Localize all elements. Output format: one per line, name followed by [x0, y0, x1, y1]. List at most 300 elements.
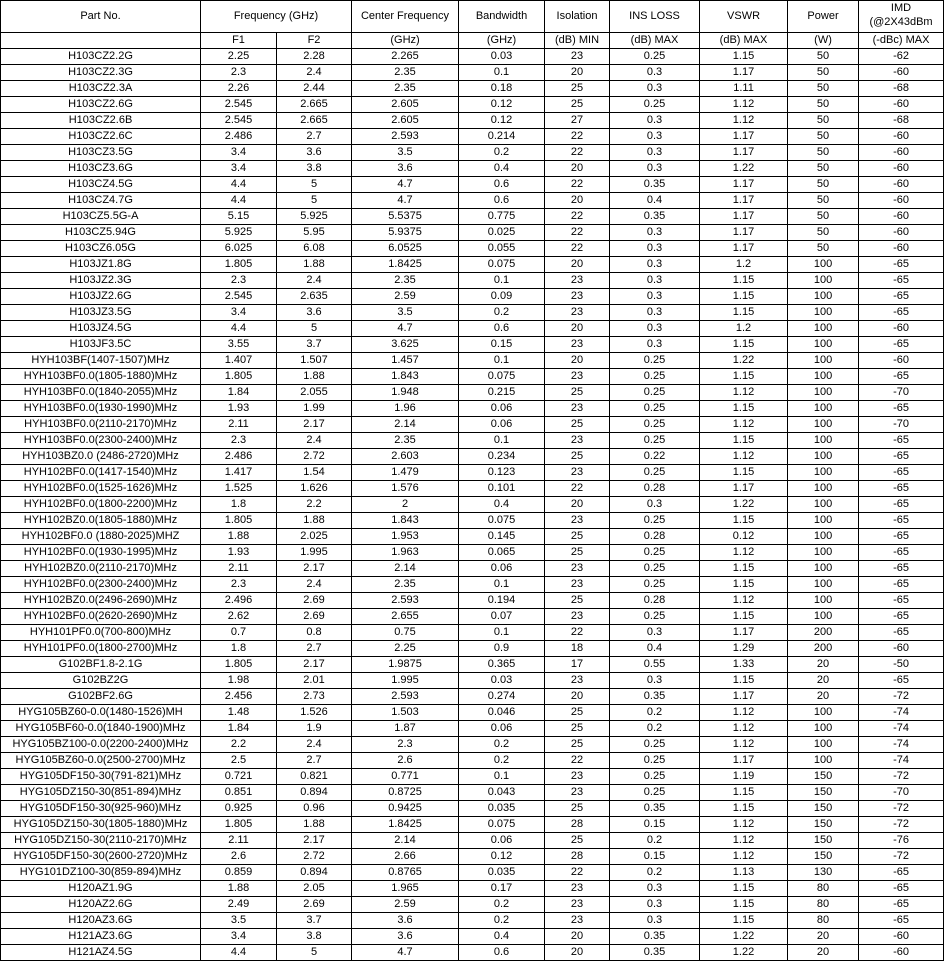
- f2-cell: 1.507: [277, 353, 352, 369]
- bandwidth-cell: 0.18: [459, 81, 545, 97]
- power-cell: 100: [788, 721, 859, 737]
- ins-loss-cell: 0.25: [610, 97, 700, 113]
- bandwidth-cell: 0.4: [459, 161, 545, 177]
- center-frequency-cell: 1.953: [352, 529, 459, 545]
- ins-loss-cell: 0.3: [610, 289, 700, 305]
- imd-cell: -72: [859, 769, 944, 785]
- power-cell: 100: [788, 545, 859, 561]
- vswr-cell: 1.15: [700, 881, 788, 897]
- imd-cell: -65: [859, 481, 944, 497]
- isolation-cell: 22: [545, 209, 610, 225]
- power-cell: 100: [788, 369, 859, 385]
- table-row: [1, 177, 944, 193]
- ins-loss-cell: 0.35: [610, 929, 700, 945]
- isolation-cell: 20: [545, 945, 610, 961]
- f2-cell: 2.69: [277, 593, 352, 609]
- table-row: [1, 145, 944, 161]
- power-cell: 50: [788, 177, 859, 193]
- bandwidth-cell: 0.043: [459, 785, 545, 801]
- part-no-cell: H103CZ5.5G-A: [1, 209, 201, 225]
- ins-loss-cell: 0.28: [610, 481, 700, 497]
- imd-cell: -65: [859, 545, 944, 561]
- f1-cell: 2.545: [201, 113, 277, 129]
- f1-cell: 5.925: [201, 225, 277, 241]
- f1-cell: 0.7: [201, 625, 277, 641]
- table-row: [1, 497, 944, 513]
- ins-loss-cell: 0.28: [610, 593, 700, 609]
- ins-loss-cell: 0.3: [610, 241, 700, 257]
- vswr-cell: 1.15: [700, 337, 788, 353]
- power-cell: 100: [788, 353, 859, 369]
- table-row: [1, 657, 944, 673]
- vswr-cell: 1.17: [700, 241, 788, 257]
- f1-cell: 0.851: [201, 785, 277, 801]
- f1-cell: 1.805: [201, 657, 277, 673]
- imd-cell: -60: [859, 241, 944, 257]
- bandwidth-cell: 0.2: [459, 145, 545, 161]
- center-frequency-cell: 3.6: [352, 161, 459, 177]
- f2-cell: 2.7: [277, 129, 352, 145]
- f1-cell: 1.407: [201, 353, 277, 369]
- table-row: [1, 401, 944, 417]
- table-row: [1, 337, 944, 353]
- bandwidth-cell: 0.4: [459, 497, 545, 513]
- ins-loss-cell: 0.25: [610, 561, 700, 577]
- f2-cell: 2.69: [277, 609, 352, 625]
- part-no-cell: HYG105BF60-0.0(1840-1900)MHz: [1, 721, 201, 737]
- imd-cell: -65: [859, 561, 944, 577]
- bandwidth-cell: 0.2: [459, 737, 545, 753]
- part-no-cell: H121AZ3.6G: [1, 929, 201, 945]
- part-no-cell: H120AZ3.6G: [1, 913, 201, 929]
- power-cell: 130: [788, 865, 859, 881]
- table-row: [1, 465, 944, 481]
- bandwidth-cell: 0.06: [459, 561, 545, 577]
- units-cell: (GHz): [459, 33, 545, 49]
- imd-cell: -60: [859, 97, 944, 113]
- imd-cell: -60: [859, 65, 944, 81]
- center-frequency-cell: 1.479: [352, 465, 459, 481]
- power-cell: 20: [788, 929, 859, 945]
- vswr-cell: 1.17: [700, 209, 788, 225]
- isolation-cell: 22: [545, 177, 610, 193]
- power-cell: 100: [788, 465, 859, 481]
- power-cell: 80: [788, 897, 859, 913]
- f2-cell: 1.88: [277, 817, 352, 833]
- center-frequency-cell: 2.3: [352, 737, 459, 753]
- f1-cell: 2.545: [201, 289, 277, 305]
- vswr-cell: 1.12: [700, 97, 788, 113]
- part-no-cell: H121AZ4.5G: [1, 945, 201, 961]
- f2-cell: 1.526: [277, 705, 352, 721]
- ins-loss-cell: 0.3: [610, 321, 700, 337]
- part-no-cell: HYH103BF(1407-1507)MHz: [1, 353, 201, 369]
- center-frequency-cell: 2.593: [352, 689, 459, 705]
- f1-cell: 1.93: [201, 545, 277, 561]
- isolation-cell: 22: [545, 481, 610, 497]
- f1-cell: 2.486: [201, 449, 277, 465]
- power-cell: 20: [788, 657, 859, 673]
- isolation-cell: 20: [545, 353, 610, 369]
- ins-loss-cell: 0.4: [610, 193, 700, 209]
- imd-cell: -65: [859, 529, 944, 545]
- part-no-cell: G102BF1.8-2.1G: [1, 657, 201, 673]
- vswr-cell: 1.12: [700, 721, 788, 737]
- center-frequency-cell: 6.0525: [352, 241, 459, 257]
- vswr-cell: 1.15: [700, 897, 788, 913]
- table-row: [1, 593, 944, 609]
- vswr-cell: 1.15: [700, 465, 788, 481]
- f1-cell: 3.5: [201, 913, 277, 929]
- f2-cell: 2.4: [277, 65, 352, 81]
- imd-cell: -60: [859, 641, 944, 657]
- f2-cell: 1.88: [277, 513, 352, 529]
- f1-cell: 1.525: [201, 481, 277, 497]
- bandwidth-cell: 0.1: [459, 433, 545, 449]
- isolation-cell: 23: [545, 513, 610, 529]
- power-cell: 100: [788, 593, 859, 609]
- power-cell: 20: [788, 689, 859, 705]
- f2-cell: 0.96: [277, 801, 352, 817]
- bandwidth-cell: 0.6: [459, 193, 545, 209]
- bandwidth-cell: 0.035: [459, 801, 545, 817]
- ins-loss-cell: 0.3: [610, 337, 700, 353]
- ins-loss-cell: 0.35: [610, 177, 700, 193]
- imd-cell: -65: [859, 497, 944, 513]
- part-no-cell: HYG105DF150-30(925-960)MHz: [1, 801, 201, 817]
- isolation-cell: 23: [545, 577, 610, 593]
- isolation-cell: 25: [545, 417, 610, 433]
- power-cell: 50: [788, 97, 859, 113]
- isolation-cell: 25: [545, 801, 610, 817]
- part-no-cell: HYG105DF150-30(791-821)MHz: [1, 769, 201, 785]
- vswr-cell: 1.17: [700, 625, 788, 641]
- bandwidth-cell: 0.2: [459, 897, 545, 913]
- center-frequency-cell: 1.965: [352, 881, 459, 897]
- ins-loss-cell: 0.35: [610, 689, 700, 705]
- bandwidth-cell: 0.2: [459, 753, 545, 769]
- f2-cell: 1.626: [277, 481, 352, 497]
- vswr-cell: 1.15: [700, 433, 788, 449]
- vswr-cell: 1.15: [700, 673, 788, 689]
- table-row: [1, 785, 944, 801]
- vswr-cell: 1.12: [700, 817, 788, 833]
- part-no-cell: HYG105BZ60-0.0(1480-1526)MH: [1, 705, 201, 721]
- bandwidth-header: Bandwidth: [459, 1, 545, 33]
- bandwidth-cell: 0.1: [459, 65, 545, 81]
- center-frequency-cell: 3.6: [352, 929, 459, 945]
- table-row: [1, 513, 944, 529]
- center-frequency-cell: 1.576: [352, 481, 459, 497]
- f1-cell: 2.545: [201, 97, 277, 113]
- part-no-cell: H103JZ3.5G: [1, 305, 201, 321]
- bandwidth-cell: 0.101: [459, 481, 545, 497]
- imd-cell: -65: [859, 881, 944, 897]
- isolation-cell: 20: [545, 65, 610, 81]
- f2-cell: 2.665: [277, 113, 352, 129]
- power-cell: 100: [788, 385, 859, 401]
- bandwidth-cell: 0.06: [459, 417, 545, 433]
- isolation-cell: 23: [545, 881, 610, 897]
- f1-cell: 3.4: [201, 161, 277, 177]
- bandwidth-cell: 0.075: [459, 257, 545, 273]
- vswr-cell: 1.15: [700, 785, 788, 801]
- power-cell: 20: [788, 673, 859, 689]
- f2-cell: 2.4: [277, 433, 352, 449]
- part-no-cell: H103JZ2.6G: [1, 289, 201, 305]
- f2-cell: 1.88: [277, 257, 352, 273]
- isolation-cell: 23: [545, 401, 610, 417]
- table-row: [1, 241, 944, 257]
- table-row: [1, 577, 944, 593]
- bandwidth-cell: 0.214: [459, 129, 545, 145]
- part-no-cell: H120AZ2.6G: [1, 897, 201, 913]
- part-no-cell: H103CZ4.5G: [1, 177, 201, 193]
- f2-cell: 2.01: [277, 673, 352, 689]
- power-cell: 100: [788, 433, 859, 449]
- ins-loss-cell: 0.15: [610, 849, 700, 865]
- bandwidth-cell: 0.775: [459, 209, 545, 225]
- f2-cell: 1.995: [277, 545, 352, 561]
- f1-cell: 3.4: [201, 929, 277, 945]
- power-cell: 50: [788, 193, 859, 209]
- part-no-cell: H103CZ3.6G: [1, 161, 201, 177]
- isolation-cell: 23: [545, 913, 610, 929]
- f1-cell: 1.98: [201, 673, 277, 689]
- bandwidth-cell: 0.12: [459, 849, 545, 865]
- imd-cell: -74: [859, 705, 944, 721]
- center-frequency-cell: 3.625: [352, 337, 459, 353]
- imd-cell: -65: [859, 513, 944, 529]
- vswr-cell: 1.2: [700, 257, 788, 273]
- part-no-cell: HYH101PF0.0(1800-2700)MHz: [1, 641, 201, 657]
- imd-cell: -68: [859, 81, 944, 97]
- center-frequency-cell: 2.14: [352, 417, 459, 433]
- vswr-cell: 1.17: [700, 65, 788, 81]
- vswr-cell: 1.17: [700, 145, 788, 161]
- ins-loss-cell: 0.35: [610, 801, 700, 817]
- ins-loss-cell: 0.25: [610, 753, 700, 769]
- center-frequency-cell: 1.96: [352, 401, 459, 417]
- f2-cell: 0.821: [277, 769, 352, 785]
- vswr-cell: 1.15: [700, 801, 788, 817]
- isolation-cell: 20: [545, 929, 610, 945]
- f1-cell: 2.2: [201, 737, 277, 753]
- f1-cell: 1.48: [201, 705, 277, 721]
- power-cell: 50: [788, 81, 859, 97]
- f2-cell: 2.7: [277, 753, 352, 769]
- f1-cell: 3.4: [201, 305, 277, 321]
- f1-cell: 1.8: [201, 641, 277, 657]
- f1-cell: 4.4: [201, 177, 277, 193]
- ins-loss-cell: 0.25: [610, 769, 700, 785]
- table-row: [1, 753, 944, 769]
- bandwidth-cell: 0.274: [459, 689, 545, 705]
- center-frequency-cell: 1.843: [352, 369, 459, 385]
- isolation-cell: 25: [545, 97, 610, 113]
- power-cell: 50: [788, 241, 859, 257]
- vswr-cell: 1.17: [700, 129, 788, 145]
- part-no-cell: H103CZ4.7G: [1, 193, 201, 209]
- f2-cell: 2.17: [277, 417, 352, 433]
- vswr-cell: 1.22: [700, 161, 788, 177]
- isolation-header: Isolation: [545, 1, 610, 33]
- power-cell: 150: [788, 785, 859, 801]
- f2-cell: 1.54: [277, 465, 352, 481]
- bandwidth-cell: 0.215: [459, 385, 545, 401]
- bandwidth-cell: 0.09: [459, 289, 545, 305]
- ins-loss-cell: 0.25: [610, 513, 700, 529]
- center-frequency-cell: 4.7: [352, 945, 459, 961]
- imd-cell: -60: [859, 161, 944, 177]
- f1-cell: 4.4: [201, 321, 277, 337]
- table-row: [1, 273, 944, 289]
- part-no-cell: HYH102BZ0.0(2110-2170)MHz: [1, 561, 201, 577]
- ins-loss-cell: 0.25: [610, 417, 700, 433]
- imd-cell: -65: [859, 865, 944, 881]
- part-no-cell: HYH102BF0.0 (1880-2025)MHZ: [1, 529, 201, 545]
- bandwidth-cell: 0.046: [459, 705, 545, 721]
- ins-loss-cell: 0.3: [610, 673, 700, 689]
- ins-loss-cell: 0.25: [610, 577, 700, 593]
- vswr-cell: 1.12: [700, 737, 788, 753]
- power-cell: 100: [788, 513, 859, 529]
- power-cell: 100: [788, 305, 859, 321]
- ins-loss-header: INS LOSS: [610, 1, 700, 33]
- vswr-cell: 1.22: [700, 929, 788, 945]
- power-cell: 80: [788, 913, 859, 929]
- imd-cell: -65: [859, 401, 944, 417]
- part-no-cell: HYH102BF0.0(1930-1995)MHz: [1, 545, 201, 561]
- vswr-cell: 1.15: [700, 369, 788, 385]
- center-frequency-header: Center Frequency: [352, 1, 459, 33]
- bandwidth-cell: 0.4: [459, 929, 545, 945]
- imd-cell: -65: [859, 305, 944, 321]
- ins-loss-cell: 0.3: [610, 81, 700, 97]
- center-frequency-cell: 2.35: [352, 65, 459, 81]
- vswr-cell: 1.15: [700, 401, 788, 417]
- isolation-cell: 25: [545, 449, 610, 465]
- table-row: [1, 945, 944, 961]
- f2-cell: 2.055: [277, 385, 352, 401]
- power-cell: 50: [788, 49, 859, 65]
- table-row: [1, 913, 944, 929]
- isolation-cell: 25: [545, 81, 610, 97]
- center-frequency-cell: 2.603: [352, 449, 459, 465]
- isolation-cell: 23: [545, 433, 610, 449]
- f1-cell: 2.49: [201, 897, 277, 913]
- table-row: [1, 721, 944, 737]
- table-row: [1, 81, 944, 97]
- part-no-cell: HYG105DZ150-30(2110-2170)MHz: [1, 833, 201, 849]
- part-no-cell: H103JZ1.8G: [1, 257, 201, 273]
- imd-cell: -72: [859, 801, 944, 817]
- ins-loss-cell: 0.3: [610, 881, 700, 897]
- table-body: [1, 49, 944, 961]
- vswr-cell: 1.29: [700, 641, 788, 657]
- part-no-cell: H103CZ2.6B: [1, 113, 201, 129]
- vswr-cell: 1.22: [700, 497, 788, 513]
- vswr-cell: 1.15: [700, 577, 788, 593]
- f1-cell: 2.11: [201, 417, 277, 433]
- f2-cell: 2.4: [277, 577, 352, 593]
- imd-cell: -60: [859, 145, 944, 161]
- f1-cell: 2.6: [201, 849, 277, 865]
- imd-cell: -65: [859, 433, 944, 449]
- isolation-cell: 23: [545, 369, 610, 385]
- table-row: [1, 625, 944, 641]
- vswr-header: VSWR: [700, 1, 788, 33]
- table-row: [1, 545, 944, 561]
- vswr-cell: 1.15: [700, 289, 788, 305]
- imd-cell: -60: [859, 353, 944, 369]
- power-cell: 100: [788, 609, 859, 625]
- table-row: [1, 609, 944, 625]
- table-row: [1, 129, 944, 145]
- f1-cell: 2.3: [201, 433, 277, 449]
- center-frequency-cell: 4.7: [352, 193, 459, 209]
- vswr-cell: 1.12: [700, 705, 788, 721]
- isolation-cell: 25: [545, 721, 610, 737]
- part-no-cell: HYG105BZ60-0.0(2500-2700)MHz: [1, 753, 201, 769]
- vswr-cell: 1.15: [700, 305, 788, 321]
- vswr-cell: 1.12: [700, 849, 788, 865]
- f2-cell: 3.7: [277, 913, 352, 929]
- table-row: [1, 193, 944, 209]
- imd-cell: -60: [859, 193, 944, 209]
- f1-cell: 1.805: [201, 369, 277, 385]
- f1-cell: 1.88: [201, 881, 277, 897]
- power-cell: 50: [788, 225, 859, 241]
- f2-cell: 3.6: [277, 145, 352, 161]
- imd-cell: -62: [859, 49, 944, 65]
- ins-loss-cell: 0.3: [610, 625, 700, 641]
- isolation-cell: 25: [545, 529, 610, 545]
- f2-cell: 2.05: [277, 881, 352, 897]
- imd-header-line2: (@2X43dBm: [869, 16, 933, 28]
- f2-cell: 2.17: [277, 657, 352, 673]
- ins-loss-cell: 0.35: [610, 209, 700, 225]
- center-frequency-cell: 0.8725: [352, 785, 459, 801]
- imd-cell: -72: [859, 849, 944, 865]
- isolation-cell: 23: [545, 609, 610, 625]
- part-no-cell: HYG105DF150-30(2600-2720)MHz: [1, 849, 201, 865]
- f2-cell: 0.8: [277, 625, 352, 641]
- bandwidth-cell: 0.075: [459, 369, 545, 385]
- imd-cell: -74: [859, 753, 944, 769]
- isolation-cell: 28: [545, 849, 610, 865]
- imd-cell: -72: [859, 817, 944, 833]
- f1-cell: 5.15: [201, 209, 277, 225]
- imd-cell: -70: [859, 785, 944, 801]
- ins-loss-cell: 0.2: [610, 705, 700, 721]
- imd-cell: -74: [859, 721, 944, 737]
- imd-header: [859, 1, 944, 33]
- bandwidth-cell: 0.065: [459, 545, 545, 561]
- f2-cell: 3.7: [277, 337, 352, 353]
- center-frequency-cell: 2.6: [352, 753, 459, 769]
- part-no-cell: H103CZ2.3A: [1, 81, 201, 97]
- f1-cell: 2.11: [201, 833, 277, 849]
- vswr-cell: 1.12: [700, 385, 788, 401]
- imd-cell: -65: [859, 257, 944, 273]
- ins-loss-cell: 0.3: [610, 257, 700, 273]
- table-row: [1, 369, 944, 385]
- power-cell: 80: [788, 881, 859, 897]
- units-cell: F2: [277, 33, 352, 49]
- center-frequency-cell: 5.9375: [352, 225, 459, 241]
- ins-loss-cell: 0.2: [610, 865, 700, 881]
